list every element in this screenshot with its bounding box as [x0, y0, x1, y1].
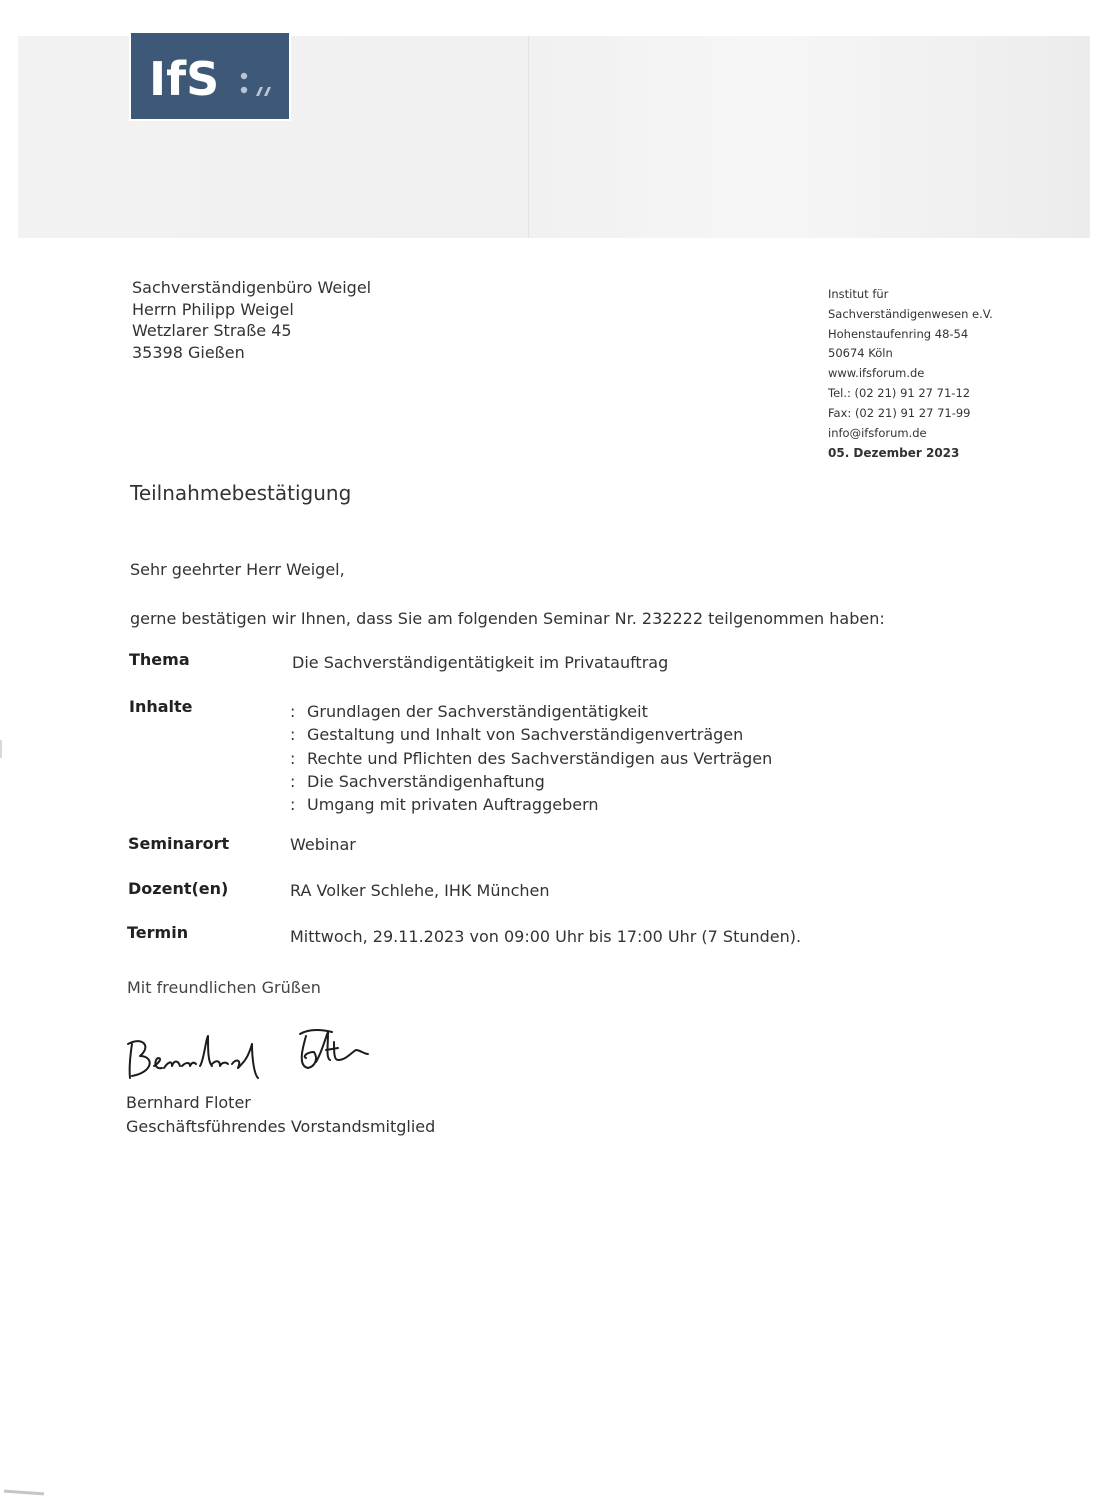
sender-line: Hohenstaufenring 48-54 — [828, 326, 969, 341]
list-item: : Grundlagen der Sachverständigentätigkeit — [290, 702, 648, 721]
list-item: : Umgang mit privaten Auftraggebern — [290, 795, 599, 815]
ifs-logo-mark — [135, 41, 285, 111]
list-item: : Rechte und Pflichten des Sachverständigen aus Verträgen — [290, 748, 773, 768]
signer-name: Bernhard Floter — [126, 1093, 251, 1112]
list-item-text: Rechte und Pflichten des Sachverständigen aus Verträgen — [307, 748, 773, 768]
termin-label: Termin — [127, 923, 189, 942]
letter-date: 05. Dezember 2023 — [828, 446, 960, 461]
letter-subject: Teilnahmebestätigung — [130, 481, 352, 505]
ifs-logo — [131, 33, 289, 119]
scan-mark — [0, 740, 2, 758]
intro-text: gerne bestätigen wir Ihnen, dass Sie am folgenden Seminar Nr. 232222 teilgenommen haben: — [130, 609, 885, 628]
inhalte-label: Inhalte — [129, 697, 193, 716]
seminarort-value: Webinar — [290, 835, 356, 854]
signer-title: Geschäftsführendes Vorstandsmitglied — [126, 1117, 436, 1136]
closing-phrase: Mit freundlichen Grüßen — [127, 978, 321, 997]
sender-phone: Tel.: (02 21) 91 27 71-12 — [828, 385, 971, 400]
recipient-line: Wetzlarer Straße 45 — [132, 321, 292, 340]
inhalte-list — [290, 700, 772, 816]
sender-address — [828, 285, 993, 464]
recipient-line: 35398 Gießen — [132, 342, 245, 362]
list-item: : Die Sachverständigenhaftung — [290, 771, 545, 791]
sender-line: 50674 Köln — [828, 346, 893, 361]
sender-email: info@ifsforum.de — [828, 425, 927, 440]
sender-website: www.ifsforum.de — [828, 366, 925, 381]
recipient-line: Herrn Philipp Weigel — [132, 299, 294, 319]
handwritten-signature — [120, 1022, 380, 1092]
dozent-value: RA Volker Schlehe, IHK München — [290, 881, 550, 900]
sender-line: Institut für — [828, 287, 889, 301]
sender-line: Sachverständigenwesen e.V. — [828, 306, 993, 321]
thema-value: Die Sachverständigentätigkeit im Privatauftrag — [292, 653, 669, 672]
fold-line — [528, 36, 529, 238]
seminarort-label: Seminarort — [128, 834, 230, 853]
list-item-text: Gestaltung und Inhalt von Sachverständigenverträgen — [307, 725, 744, 745]
recipient-address — [132, 277, 371, 363]
list-item-text: Die Sachverständigenhaftung — [307, 771, 545, 791]
sender-fax: Fax: (02 21) 91 27 71-99 — [828, 405, 971, 420]
scan-corner-mark — [4, 1490, 44, 1496]
recipient-line: Sachverständigenbüro Weigel — [132, 278, 372, 297]
svg-text:IfS: IfS — [149, 52, 220, 106]
signer-block — [126, 1091, 435, 1139]
termin-value: Mittwoch, 29.11.2023 von 09:00 Uhr bis 17:00 Uhr (7 Stunden). — [290, 927, 802, 946]
thema-label: Thema — [129, 650, 190, 669]
dozent-label: Dozent(en) — [128, 879, 229, 898]
list-item-text: Umgang mit privaten Auftraggebern — [307, 795, 599, 815]
salutation: Sehr geehrter Herr Weigel, — [130, 560, 345, 579]
list-item-text: Grundlagen der Sachverständigentätigkeit — [307, 702, 648, 721]
list-item: : Gestaltung und Inhalt von Sachverständigenverträgen — [290, 725, 744, 745]
